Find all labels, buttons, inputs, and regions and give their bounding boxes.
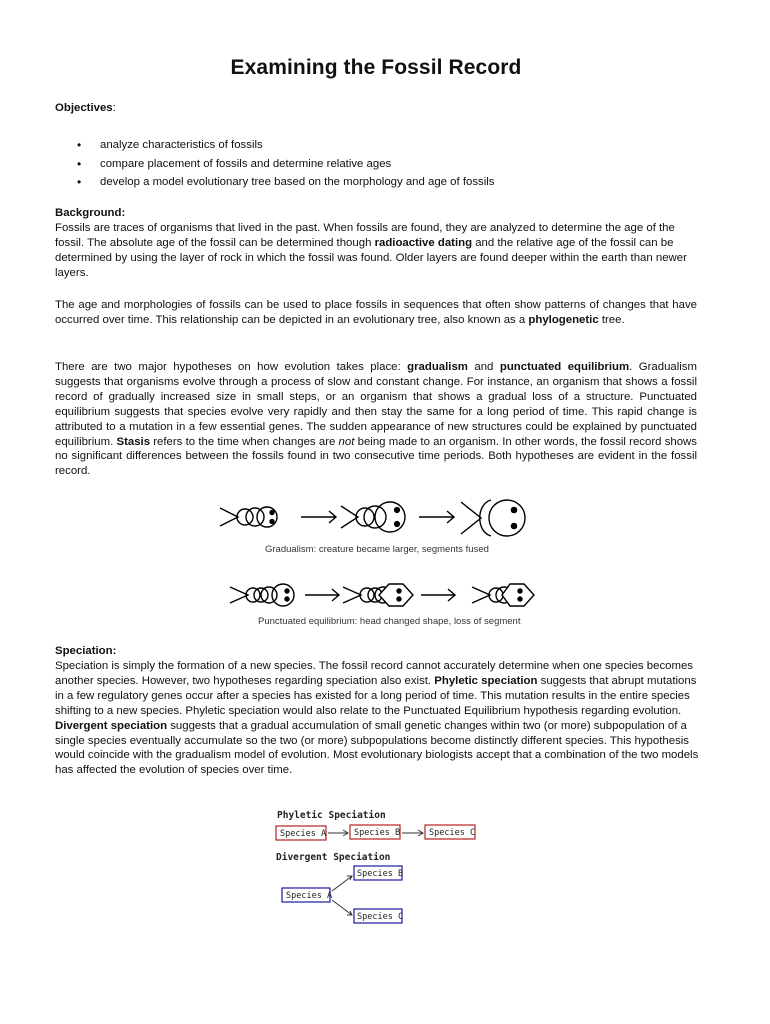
term-divergent-speciation: Divergent speciation — [55, 719, 168, 732]
gradualism-creature-1 — [220, 507, 277, 527]
gradualism-caption: Gradualism: creature became larger, segments fused — [265, 544, 489, 555]
objective-item: • develop a model evolutionary tree based on the morphology and age of fossils — [77, 173, 495, 192]
text-run: Fossils are traces of organisms that lived in the past. When fossils are found, they are analyzed to determine the age of the fossil. The absolute age of the fossil can be determined though — [55, 222, 675, 249]
punctuated-arrow-2 — [421, 589, 455, 601]
phyletic-chain — [276, 825, 475, 840]
text-run: tree. — [598, 313, 625, 326]
page-title: Examining the Fossil Record — [230, 56, 522, 79]
term-radioactive-dating: radioactive dating — [374, 236, 473, 249]
text-run: suggests that abrupt mutations in a few regulatory genes occur after a species has existed for a long period of time. This mutation results in the entire species shifting to a new species. Phyletic speciation would also relate to the Punctuated Equilibrium hypothesis regarding evolution. — [55, 674, 697, 717]
speciation-diagram — [270, 806, 490, 930]
evolution-models-figure — [205, 490, 545, 630]
divergent-species-a: Species A — [286, 891, 333, 901]
objective-item: • analyze characteristics of fossils — [77, 136, 495, 155]
text-run: . Gradualism suggests that organisms evolve through a process of slow and constant change. For instance, an organism that shows a fossil record of gradually increased size in small steps, or an organism that shows a gradual loss of a structure. Punctuated equilibrium suggests that species evolve very rapidly and then stay the same for a long period of time. This rapid change is attributed to a mutation in a few essential genes. The sudden appearance of new structures could be explained by punctuated equilibrium. — [55, 361, 697, 448]
punctuated-caption: Punctuated equilibrium: head changed shape, loss of segment — [258, 616, 521, 627]
divergent-species-c: Species C — [357, 912, 404, 922]
gradualism-arrow-1 — [301, 511, 336, 523]
objective-item: • compare placement of fossils and determine relative ages — [77, 155, 495, 174]
text-run: Speciation is simply the formation of a new species. The fossil record cannot accurately determine when one species becomes another species. However, two hypotheses regarding speciation also exist. — [55, 660, 693, 687]
phyletic-species-a: Species A — [280, 829, 327, 839]
text-run: The age and morphologies of fossils can be used to place fossils in sequences that often show patterns of changes that have occurred over time. This relationship can be depicted in an evolutionary tree, also known as a — [55, 299, 697, 326]
punctuated-creature-3 — [472, 584, 534, 606]
text-run: refers to the time when changes are — [150, 435, 339, 448]
term-gradualism: gradualism — [407, 361, 468, 373]
background-heading: Background: — [55, 207, 126, 219]
divergent-title: Divergent Speciation — [276, 852, 391, 863]
text-run: There are two major hypotheses on how evolution takes place: — [55, 361, 408, 373]
text-run: suggests that a gradual accumulation of small genetic changes within two (or more) subpopulation of a single species eventually accumulate so the two (or more) subpopulations become distinctly different species. This hypothesis would coincide with the gradualism model of evolution. Most evolutionary biologists accept that a combination of the two models has affected the evolution of species over time. — [55, 719, 699, 777]
objectives-heading-line — [55, 101, 697, 116]
term-phyletic-speciation: Phyletic speciation — [434, 674, 538, 687]
background-paragraph-2 — [55, 298, 697, 328]
term-punctuated-equilibrium: punctuated equilibrium — [499, 361, 630, 373]
background-paragraph-1 — [55, 221, 697, 281]
phyletic-species-b: Species B — [354, 828, 401, 838]
term-phylogenetic: phylogenetic — [528, 313, 599, 326]
term-stasis: Stasis — [116, 435, 151, 448]
objectives-colon: : — [112, 102, 116, 114]
gradualism-creature-2 — [341, 502, 405, 532]
objectives-heading: Objectives — [55, 102, 113, 114]
speciation-heading: Speciation: — [55, 645, 117, 657]
objectives-list — [77, 136, 495, 192]
gradualism-arrow-2 — [419, 511, 454, 523]
phyletic-species-c: Species C — [429, 828, 476, 838]
text-run: being made to an organism. In other words, the fossil record shows no significant differences between the fossils found in two consecutive time periods. Both hypotheses are evident in the fossil record. — [55, 435, 697, 478]
divergent-species-b: Species B — [357, 869, 404, 879]
punctuated-creature-2 — [343, 584, 413, 606]
speciation-paragraph — [55, 659, 701, 778]
phyletic-title: Phyletic Speciation — [277, 810, 386, 821]
background-paragraph-3 — [55, 360, 697, 479]
text-run: and the relative age of the fossil can be determined by using the layer of rock in which the fossil was found. Older layers are found deeper within the earth than newer layers. — [55, 236, 687, 279]
emphasis-not: not — [338, 435, 355, 448]
punctuated-arrow-1 — [305, 589, 339, 601]
punctuated-creature-1 — [230, 584, 294, 606]
divergent-tree — [282, 866, 403, 923]
gradualism-creature-3 — [461, 500, 525, 536]
text-run: and — [467, 361, 500, 373]
